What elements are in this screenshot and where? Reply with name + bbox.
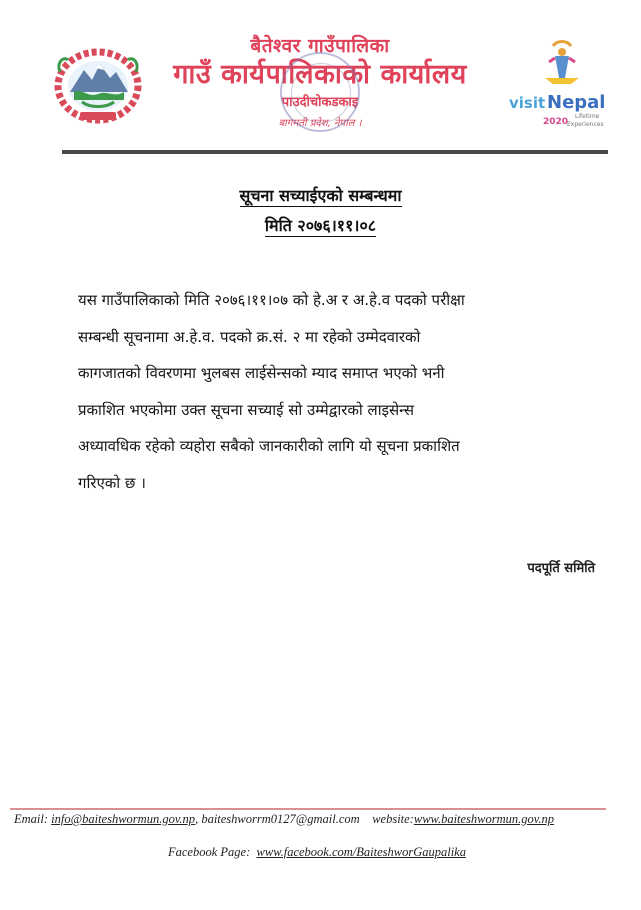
office-name: गाउँ कार्यपालिकाको कार्यालय: [173, 59, 467, 90]
email-separator: ,: [195, 812, 202, 826]
notice-date-text: मिति २०७६।११।०८: [264, 216, 377, 235]
header-divider: [62, 150, 608, 154]
municipality-name: बैतेश्वर गाउँपालिका: [250, 35, 390, 57]
notice-body: [78, 282, 583, 501]
email-link-gmail[interactable]: baiteshworrm0127@gmail.com: [201, 812, 360, 826]
nepal-emblem-icon: [52, 42, 144, 124]
facebook-label: Facebook Page:: [168, 845, 251, 859]
notice-date: [0, 214, 641, 238]
office-address: बागमती प्रदेश, नेपाल ।: [278, 118, 362, 129]
tagline-experiences: Experiences: [567, 121, 604, 128]
body-line: अध्यावधिक रहेको व्यहोरा सबैको जानकारीको लागि यो सूचना प्रकाशित: [78, 437, 460, 455]
notice-title: [0, 184, 641, 208]
email-link-info[interactable]: info@baiteshwormun.gov.np: [51, 812, 196, 826]
tagline-lifetime: Lifetime: [575, 113, 600, 120]
nepal-word: Nepal: [547, 92, 606, 113]
facebook-link[interactable]: www.facebook.com/BaiteshworGaupalika: [256, 845, 466, 859]
body-line: यस गाउँपालिकाको मिति २०७६।११।०७ को हे.अ र अ.हे.व पदको परीक्षा: [78, 291, 465, 309]
footer-divider: [10, 808, 606, 810]
visit-nepal-2020-logo-icon: [505, 38, 617, 130]
visit-year: 2020: [543, 117, 569, 127]
body-line: गरिएको छ ।: [78, 473, 146, 492]
office-stamp-icon: [280, 52, 360, 132]
email-label: Email:: [14, 812, 49, 826]
signature-committee: पदपूर्ति समिति: [527, 561, 595, 576]
contact-line: [14, 812, 634, 827]
body-line: कागजातको विवरणमा भुलबस लाईसेन्सको म्याद समाप्त भएको भनी: [78, 364, 445, 382]
locality-name: पाउदीचोकडकाइ: [281, 95, 359, 110]
visit-word: visit: [509, 94, 546, 112]
body-line: सम्बन्धी सूचनामा अ.हे.व. पदको क्र.सं. २ मा रहेको उम्मेदवारको: [78, 327, 421, 346]
facebook-line: [168, 845, 628, 860]
website-link[interactable]: www.baiteshwormun.gov.np: [413, 812, 555, 826]
website-label: website:: [372, 812, 414, 826]
body-line: प्रकाशित भएकोमा उक्त सूचना सच्याई सो उम्मेद्वारको लाइसेन्स: [78, 400, 415, 419]
notice-title-text: सूचना सच्याईएको सम्बन्धमा: [239, 186, 402, 205]
